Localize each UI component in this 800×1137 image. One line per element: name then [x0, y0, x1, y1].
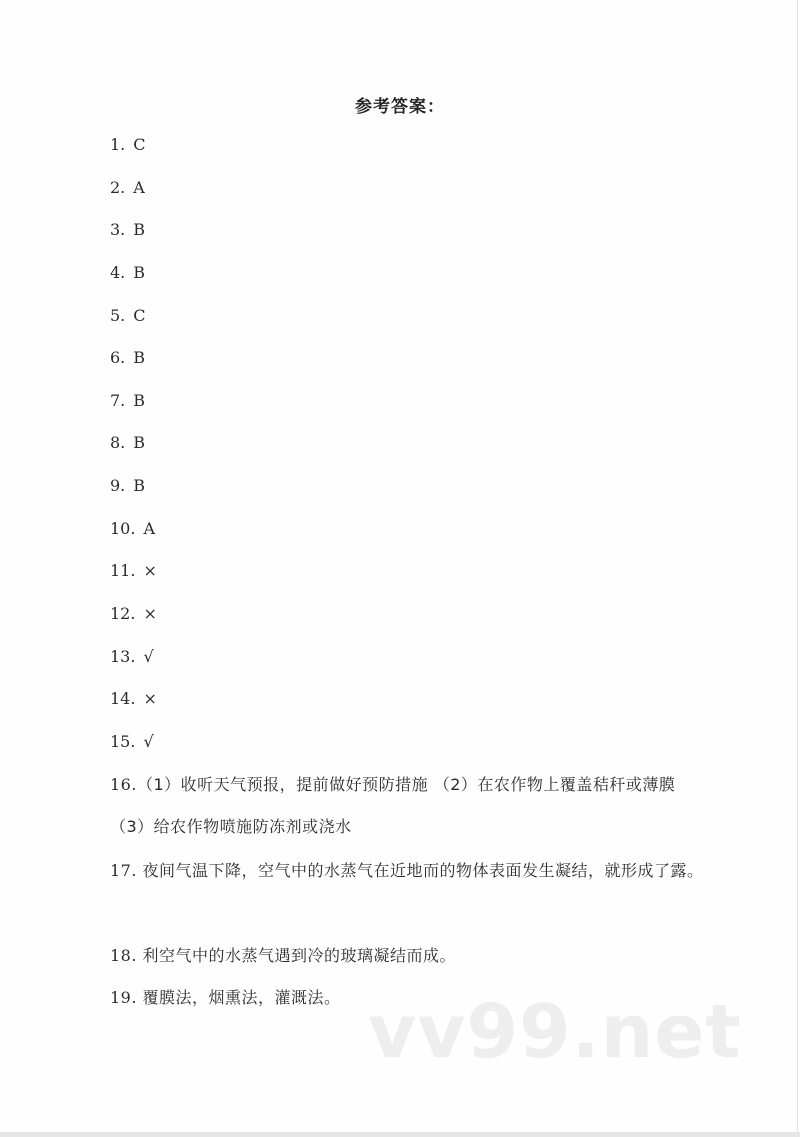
answer-value: × — [143, 604, 157, 623]
answer-item-1 — [110, 135, 146, 155]
answer-text: （1）收听天气预报，提前做好预防措施 （2）在农作物上覆盖秸秆或薄膜 （3）给农作物喷施防冻剂或浇水 — [110, 775, 676, 836]
answer-value: B — [133, 433, 146, 452]
answer-item-7 — [110, 391, 145, 411]
answer-item-2 — [110, 178, 145, 198]
answer-value: × — [143, 561, 157, 580]
answer-number: 6. — [110, 348, 126, 367]
answer-item-17 — [110, 850, 710, 892]
answer-item-11 — [110, 561, 157, 581]
answer-number: 14. — [110, 689, 136, 708]
answer-number: 16. — [110, 775, 137, 794]
answer-item-5 — [110, 306, 146, 326]
answer-item-8 — [110, 433, 145, 453]
answer-value: B — [133, 348, 146, 367]
answer-number: 7. — [110, 391, 126, 410]
answer-item-3 — [110, 220, 145, 240]
answer-number: 17. — [110, 861, 137, 880]
page-bottom-edge — [0, 1132, 800, 1137]
answer-value: C — [133, 306, 146, 325]
watermark: vv99.net — [368, 989, 742, 1075]
answer-item-12 — [110, 604, 157, 624]
answer-number: 8. — [110, 433, 126, 452]
answer-item-16 — [110, 764, 710, 848]
answer-item-9 — [110, 476, 145, 496]
answer-value: A — [143, 519, 156, 538]
answer-text: 利空气中的水蒸气遇到冷的玻璃凝结而成。 — [142, 946, 457, 965]
answer-item-18 — [110, 935, 710, 977]
answer-item-15 — [110, 732, 154, 752]
answer-text: 夜间气温下降，空气中的水蒸气在近地而的物体表面发生凝结，就形成了露。 — [142, 861, 704, 880]
answer-number: 11. — [110, 561, 136, 580]
answer-value: B — [133, 476, 146, 495]
answer-value: A — [133, 178, 145, 197]
answer-number: 10. — [110, 519, 136, 538]
answer-value: B — [133, 263, 146, 282]
answer-number: 9. — [110, 476, 126, 495]
answer-number: 3. — [110, 220, 126, 239]
answer-number: 19. — [110, 988, 137, 1007]
answer-number: 5. — [110, 306, 126, 325]
answer-number: 12. — [110, 604, 136, 623]
page-title: 参考答案： — [355, 97, 445, 117]
answer-value: B — [133, 220, 146, 239]
answer-text: 覆膜法，烟熏法，灌溉法。 — [142, 988, 341, 1007]
answer-number: 2. — [110, 178, 126, 197]
answer-number: 13. — [110, 647, 136, 666]
answer-value: √ — [143, 732, 154, 751]
answer-item-14 — [110, 689, 157, 709]
answer-value: C — [133, 135, 146, 154]
answer-number: 15. — [110, 732, 136, 751]
answer-item-10 — [110, 519, 155, 539]
answer-value: B — [133, 391, 146, 410]
answer-number: 1. — [110, 135, 126, 154]
answer-number: 18. — [110, 946, 137, 965]
answer-item-6 — [110, 348, 145, 368]
answer-value: × — [143, 689, 157, 708]
answer-item-13 — [110, 647, 154, 667]
answer-value: √ — [143, 647, 154, 666]
answer-item-4 — [110, 263, 145, 283]
answer-number: 4. — [110, 263, 126, 282]
